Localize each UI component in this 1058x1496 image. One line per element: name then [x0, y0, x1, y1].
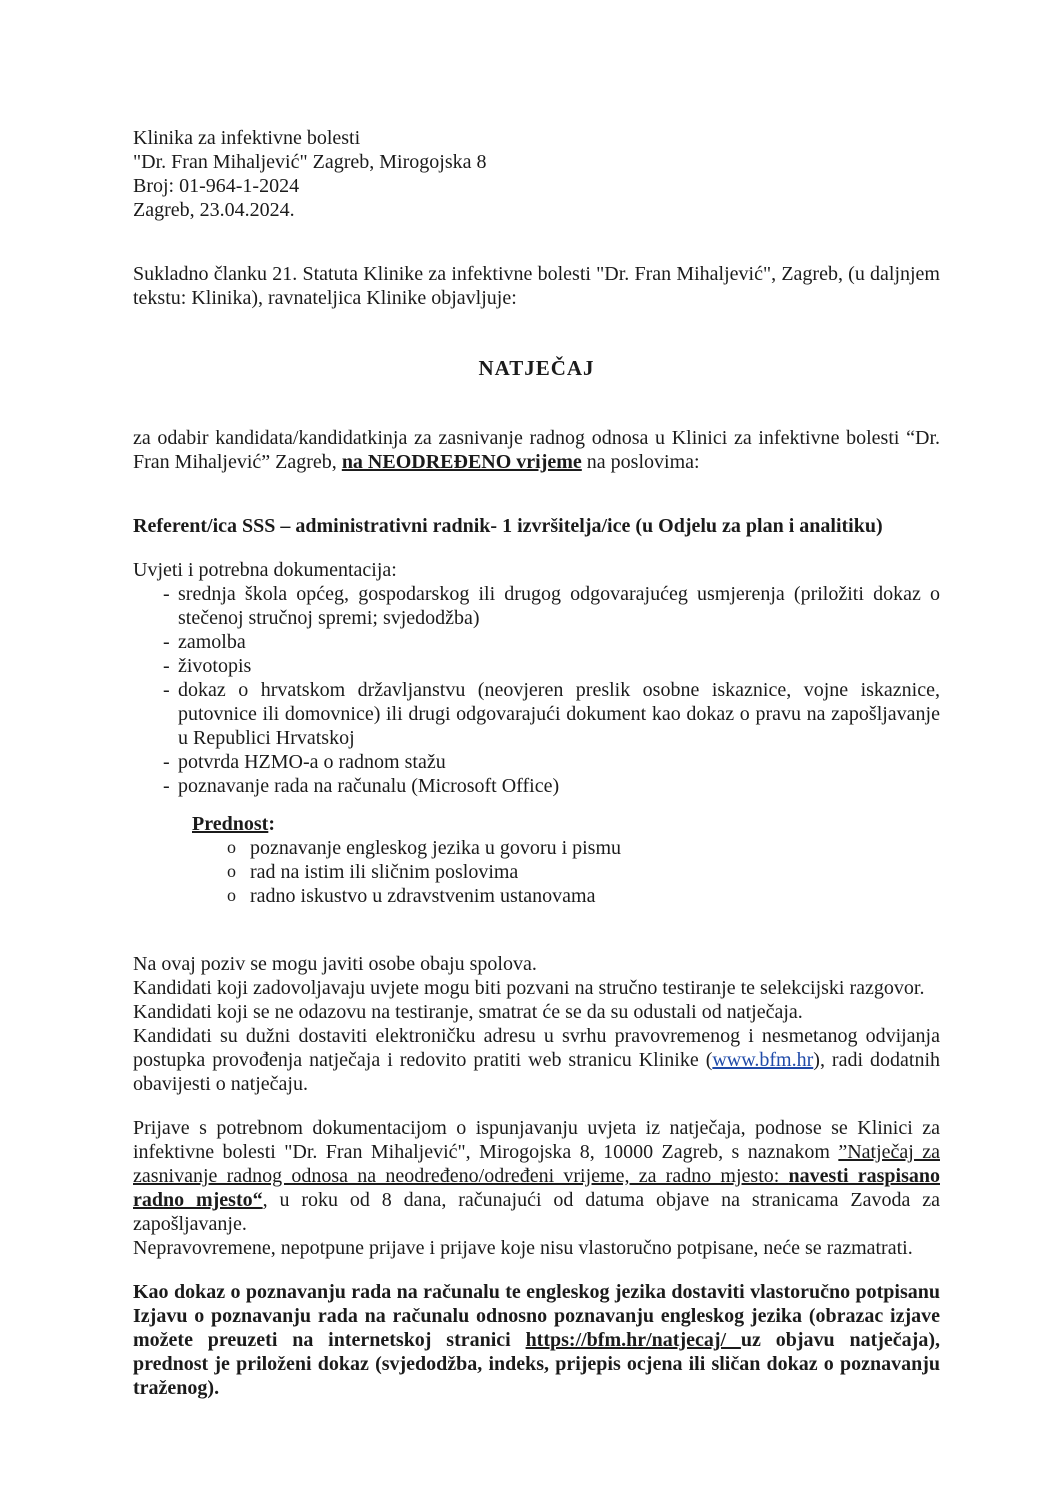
application-block: [133, 1116, 940, 1260]
advantage-list: [133, 836, 940, 908]
advantage-heading-colon: :: [268, 813, 275, 835]
list-item-text: srednja škola općeg, gospodarskog ili drugog odgovarajućeg usmjerenja (priložiti dokaz o stečenoj stručnoj spremi; svjedodžba): [178, 583, 940, 629]
advantage-heading-text: Prednost: [192, 813, 269, 835]
bfm-website-link[interactable]: www.bfm.hr: [712, 1049, 814, 1071]
circle-bullet: o: [227, 837, 236, 857]
list-item: [133, 836, 940, 860]
application-subject-bold: navesti raspisano radno mjesto“: [133, 1165, 940, 1211]
list-item-text: rad na istim ili sličnim poslovima: [250, 861, 519, 883]
statement-text-post: uz objavu natječaja), prednost je priloženi dokaz (svjedodžba, indeks, prijepis ocjena ili sličan dokaz o poznavanju traženog).: [133, 1329, 940, 1399]
letterhead-place-date: Zagreb, 23.04.2024.: [133, 199, 295, 221]
notes-block: [133, 952, 940, 1096]
list-item-text: zamolba: [178, 631, 246, 653]
letterhead-number: Broj: 01-964-1-2024: [133, 175, 300, 197]
letterhead-address: "Dr. Fran Mihaljević" Zagreb, Mirogojska 8: [133, 151, 487, 173]
application-text-pre: Prijave s potrebnom dokumentacijom o ispunjavanju uvjeta iz natječaja, podnose se Klinici za infektivne bolesti "Dr. Fran Mihaljević", Mirogojska 8, 10000 Zagreb, s naznakom: [133, 1117, 940, 1163]
position-title: Referent/ica SSS – administrativni radnik- 1 izvršitelja/ice (u Odjelu za plan i analitiku): [133, 515, 883, 537]
list-item: [133, 860, 940, 884]
dash-bullet: -: [163, 631, 170, 653]
circle-bullet: o: [227, 885, 236, 905]
opening-text-post: na poslovima:: [581, 451, 700, 473]
note-line: Na ovaj poziv se mogu javiti osobe obaju spolova.: [133, 953, 537, 975]
statement-text-pre: Kao dokaz o poznavanju rada na računalu te engleskog jezika dostaviti vlastoručno potpisanu Izjavu o poznavanju rada na računalu odnosno poznavanju engleskog jezika (obrazac izjave možete preuzeti na internetskoj stranici: [133, 1281, 940, 1351]
letterhead-org: Klinika za infektivne bolesti: [133, 127, 361, 149]
natjecaj-form-link[interactable]: https://bfm.hr/natjecaj/: [525, 1329, 741, 1351]
intro-paragraph: Sukladno članku 21. Statuta Klinike za infektivne bolesti "Dr. Fran Mihaljević", Zagreb, (u daljnjem tekstu: Klinika), ravnateljica Klinike objavljuje:: [133, 263, 940, 309]
list-item: [133, 654, 940, 678]
opening-highlight: na NEODREĐENO vrijeme: [341, 451, 582, 473]
list-item-text: poznavanje rada na računalu (Microsoft Office): [178, 775, 560, 797]
list-item-text: radno iskustvo u zdravstvenim ustanovama: [250, 885, 596, 907]
requirements-heading: Uvjeti i potrebna dokumentacija:: [133, 559, 397, 581]
document-title: NATJEČAJ: [478, 356, 595, 380]
requirements-list: [133, 582, 940, 798]
opening-text-pre: za odabir kandidata/kandidatkinja za zasnivanje radnog odnosa u Klinici za infektivne bolesti “Dr. Fran Mihaljević” Zagreb,: [133, 427, 940, 473]
note-line: Kandidati koji zadovoljavaju uvjete mogu biti pozvani na stručno testiranje te selekcijski razgovor.: [133, 977, 925, 999]
circle-bullet: o: [227, 861, 236, 881]
list-item: [133, 678, 940, 750]
dash-bullet: -: [163, 751, 170, 773]
list-item-text: životopis: [178, 655, 252, 677]
application-paragraph: [133, 1116, 940, 1236]
list-item: [133, 630, 940, 654]
opening-paragraph: [133, 426, 940, 474]
statement-paragraph: [133, 1280, 940, 1400]
list-item: [133, 750, 940, 774]
note-line: Kandidati koji se ne odazovu na testiranje, smatrat će se da su odustali od natječaja.: [133, 1001, 803, 1023]
dash-bullet: -: [163, 583, 170, 605]
dash-bullet: -: [163, 655, 170, 677]
application-subject-underlined: ”Natječaj za zasnivanje radnog odnosa na neodređeno/određeni vrijeme, za radno mjesto:: [133, 1141, 940, 1187]
advantage-heading: [192, 812, 940, 836]
list-item-text: potvrda HZMO-a o radnom stažu: [178, 751, 446, 773]
note-paragraph: [133, 1024, 940, 1096]
late-applications-line: Nepravovremene, nepotpune prijave i prijave koje nisu vlastoručno potpisane, neće se razmatrati.: [133, 1237, 913, 1259]
list-item-text: poznavanje engleskog jezika u govoru i pismu: [250, 837, 622, 859]
list-item: [133, 582, 940, 630]
dash-bullet: -: [163, 679, 170, 701]
note-text-pre: Kandidati su dužni dostaviti elektroničku adresu u svrhu pravovremenog i nesmetanog odvijanja postupka provođenja natječaja i redovito pratiti web stranicu Klinike (: [133, 1025, 940, 1071]
list-item-text: dokaz o hrvatskom državljanstvu (neovjeren preslik osobne iskaznice, vojne iskaznice, putovnice ili domovnice) ili drugi odgovarajući dokument kao dokaz o pravu na zapošljavanje u Republici Hrvatskoj: [178, 679, 940, 749]
note-text-post: ), radi dodatnih obavijesti o natječaju.: [133, 1049, 940, 1095]
list-item: [133, 774, 940, 798]
list-item: [133, 884, 940, 908]
application-text-post: , u roku od 8 dana, računajući od datuma objave na stranicama Zavoda za zapošljavanje.: [133, 1189, 940, 1235]
letterhead: [133, 126, 940, 222]
dash-bullet: -: [163, 775, 170, 797]
